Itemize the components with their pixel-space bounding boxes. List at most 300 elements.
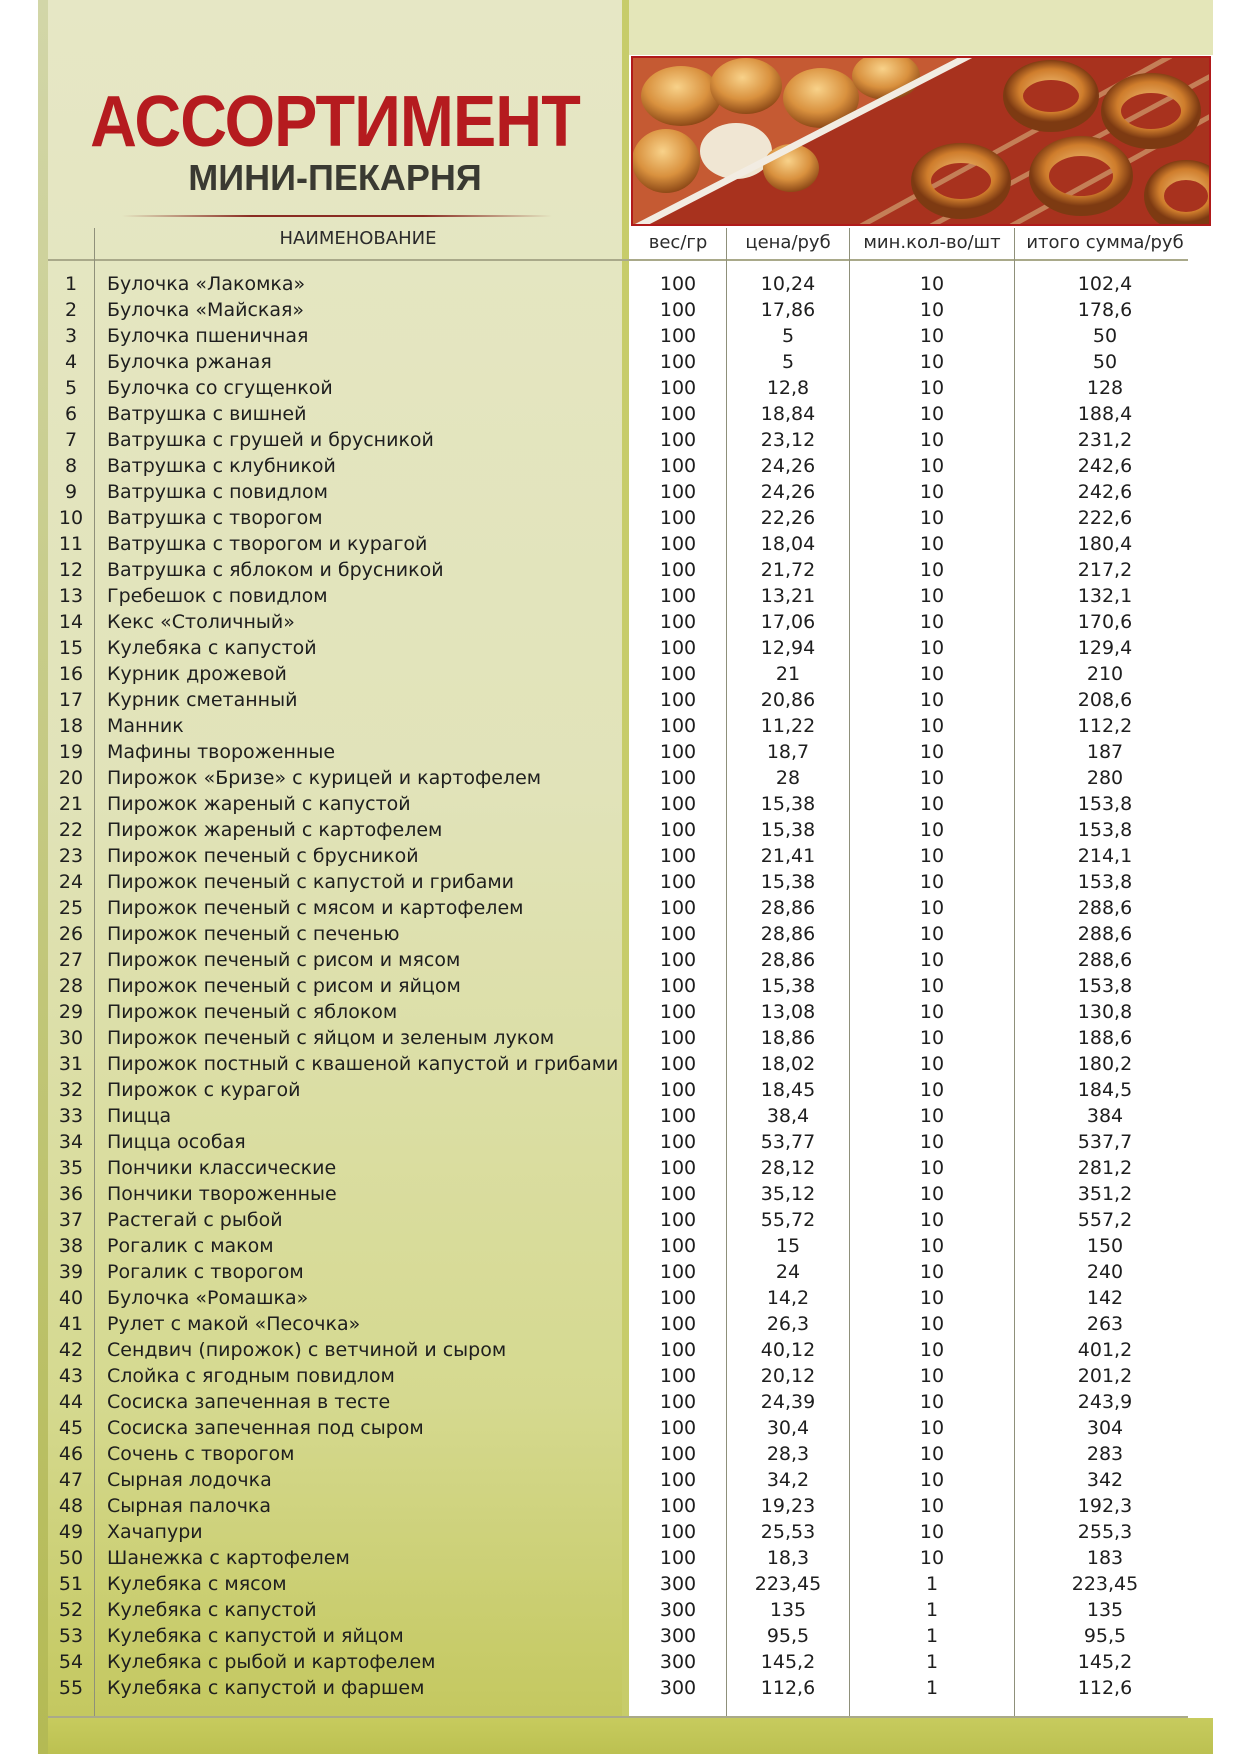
min-qty-cell: 10 [919,1521,945,1543]
row-number: 33 [58,1105,84,1127]
min-qty-cell: 10 [919,1287,945,1309]
product-name: Пирожок «Бризе» с курицей и картофелем [107,767,542,789]
price-cell: 18,04 [760,533,816,555]
price-cell: 34,2 [766,1469,810,1491]
product-name: Сосиска запеченная под сыром [107,1417,424,1439]
min-qty-cell: 1 [925,1573,939,1595]
row-number: 42 [58,1339,84,1361]
table-row [0,635,1240,661]
row-number: 46 [58,1443,84,1465]
price-cell: 11,22 [760,715,816,737]
row-number: 8 [64,455,78,477]
weight-cell: 100 [659,299,697,321]
weight-cell: 100 [659,455,697,477]
total-cell: 187 [1086,741,1124,763]
weight-cell: 100 [659,819,697,841]
table-row [0,1545,1240,1571]
table-row [0,1077,1240,1103]
price-cell: 112,6 [760,1677,816,1699]
total-cell: 537,7 [1077,1131,1133,1153]
min-qty-cell: 10 [919,1053,945,1075]
table-row [0,479,1240,505]
product-name: Пирожок печеный с печенью [107,923,400,945]
min-qty-cell: 10 [919,767,945,789]
weight-cell: 100 [659,1391,697,1413]
table-row [0,1675,1240,1701]
weight-cell: 100 [659,1053,697,1075]
total-cell: 188,6 [1077,1027,1133,1049]
total-cell: 243,9 [1077,1391,1133,1413]
weight-cell: 100 [659,1495,697,1517]
total-cell: 184,5 [1077,1079,1133,1101]
total-cell: 231,2 [1077,429,1133,451]
min-qty-cell: 1 [925,1625,939,1647]
weight-cell: 100 [659,403,697,425]
product-name: Ватрушка с вишней [107,403,307,425]
total-cell: 135 [1086,1599,1124,1621]
total-cell: 210 [1086,663,1124,685]
weight-cell: 100 [659,1365,697,1387]
table-row [0,427,1240,453]
weight-cell: 100 [659,1339,697,1361]
weight-cell: 100 [659,1521,697,1543]
row-number: 27 [58,949,84,971]
row-number: 34 [58,1131,84,1153]
weight-cell: 100 [659,1261,697,1283]
table-row [0,1051,1240,1077]
row-number: 31 [58,1053,84,1075]
table-row [0,1441,1240,1467]
price-cell: 18,84 [760,403,816,425]
price-cell: 12,94 [760,637,816,659]
weight-cell: 100 [659,897,697,919]
price-cell: 18,7 [766,741,810,763]
min-qty-cell: 10 [919,975,945,997]
min-qty-cell: 10 [919,1365,945,1387]
product-name: Булочка со сгущенкой [107,377,333,399]
weight-cell: 100 [659,949,697,971]
min-qty-cell: 10 [919,533,945,555]
total-cell: 153,8 [1077,871,1133,893]
price-cell: 17,06 [760,611,816,633]
product-name: Ватрушка с грушей и брусникой [107,429,434,451]
price-cell: 15,38 [760,975,816,997]
bottom-band [48,1718,1213,1754]
price-cell: 15,38 [760,819,816,841]
weight-cell: 100 [659,325,697,347]
total-cell: 170,6 [1077,611,1133,633]
weight-cell: 100 [659,1443,697,1465]
product-name: Кулебяка с капустой [107,1599,317,1621]
table-row [0,1285,1240,1311]
row-number: 28 [58,975,84,997]
weight-cell: 100 [659,1417,697,1439]
table-row [0,531,1240,557]
total-cell: 102,4 [1077,273,1133,295]
total-cell: 208,6 [1077,689,1133,711]
min-qty-cell: 10 [919,507,945,529]
product-name: Кулебяка с капустой и яйцом [107,1625,404,1647]
total-cell: 304 [1086,1417,1124,1439]
row-number: 52 [58,1599,84,1621]
table-row [0,713,1240,739]
total-cell: 214,1 [1077,845,1133,867]
min-qty-cell: 10 [919,715,945,737]
total-cell: 242,6 [1077,481,1133,503]
min-qty-cell: 10 [919,455,945,477]
min-qty-cell: 10 [919,1339,945,1361]
row-number: 17 [58,689,84,711]
total-cell: 217,2 [1077,559,1133,581]
total-cell: 50 [1092,351,1118,373]
product-name: Пирожок печеный с капустой и грибами [107,871,515,893]
product-name: Пирожок печеный с рисом и мясом [107,949,461,971]
table-row [0,687,1240,713]
price-cell: 35,12 [760,1183,816,1205]
min-qty-cell: 10 [919,351,945,373]
total-cell: 183 [1086,1547,1124,1569]
product-name: Сосиска запеченная в тесте [107,1391,391,1413]
table-row [0,791,1240,817]
min-qty-cell: 10 [919,741,945,763]
product-name: Растегай с рыбой [107,1209,283,1231]
product-name: Пирожок печеный с брусникой [107,845,419,867]
table-row [0,1571,1240,1597]
min-qty-cell: 10 [919,403,945,425]
table-row [0,1103,1240,1129]
min-qty-cell: 10 [919,845,945,867]
total-cell: 188,4 [1077,403,1133,425]
price-cell: 24 [775,1261,801,1283]
total-cell: 95,5 [1083,1625,1127,1647]
price-cell: 15 [775,1235,801,1257]
weight-cell: 100 [659,351,697,373]
row-number: 51 [58,1573,84,1595]
total-cell: 283 [1086,1443,1124,1465]
product-name: Пирожок печеный с рисом и яйцом [107,975,461,997]
product-name: Пирожок жареный с капустой [107,793,411,815]
product-name: Рулет с макой «Песочка» [107,1313,361,1335]
price-cell: 28,86 [760,949,816,971]
table-row [0,1233,1240,1259]
min-qty-cell: 10 [919,429,945,451]
row-number: 32 [58,1079,84,1101]
footer-divider [48,1716,1188,1718]
price-cell: 95,5 [766,1625,810,1647]
min-qty-cell: 10 [919,923,945,945]
price-cell: 19,23 [760,1495,816,1517]
table-row [0,1337,1240,1363]
weight-cell: 100 [659,1313,697,1335]
row-number: 25 [58,897,84,919]
min-qty-cell: 10 [919,1209,945,1231]
table-row [0,401,1240,427]
price-cell: 22,26 [760,507,816,529]
min-qty-cell: 10 [919,1495,945,1517]
total-cell: 50 [1092,325,1118,347]
table-row [0,1493,1240,1519]
min-qty-cell: 10 [919,1131,945,1153]
weight-cell: 100 [659,741,697,763]
product-name: Шанежка с картофелем [107,1547,350,1569]
total-cell: 342 [1086,1469,1124,1491]
min-qty-cell: 10 [919,1443,945,1465]
product-name: Ватрушка с творогом [107,507,323,529]
table-row [0,1363,1240,1389]
total-cell: 288,6 [1077,923,1133,945]
total-cell: 240 [1086,1261,1124,1283]
table-row [0,271,1240,297]
weight-cell: 100 [659,1287,697,1309]
row-number: 21 [58,793,84,815]
total-cell: 132,1 [1077,585,1133,607]
weight-cell: 100 [659,377,697,399]
product-table [0,271,1240,1701]
weight-cell: 100 [659,1235,697,1257]
price-cell: 24,26 [760,481,816,503]
row-number: 6 [64,403,78,425]
product-name: Пончики твороженные [107,1183,337,1205]
weight-cell: 100 [659,1157,697,1179]
min-qty-cell: 10 [919,1391,945,1413]
row-number: 11 [58,533,84,555]
table-row [0,869,1240,895]
weight-cell: 100 [659,429,697,451]
min-qty-cell: 10 [919,273,945,295]
price-cell: 28,3 [766,1443,810,1465]
table-row [0,349,1240,375]
product-name: Пирожок жареный с картофелем [107,819,443,841]
price-cell: 55,72 [760,1209,816,1231]
weight-cell: 100 [659,1547,697,1569]
total-cell: 288,6 [1077,949,1133,971]
title-divider [122,215,552,217]
weight-cell: 300 [659,1599,697,1621]
product-name: Ватрушка с творогом и курагой [107,533,428,555]
min-qty-cell: 10 [919,1157,945,1179]
price-cell: 145,2 [760,1651,816,1673]
min-qty-cell: 10 [919,299,945,321]
total-cell: 112,2 [1077,715,1133,737]
product-name: Пицца [107,1105,172,1127]
table-row [0,453,1240,479]
product-name: Гребешок с повидлом [107,585,328,607]
row-number: 22 [58,819,84,841]
price-cell: 135 [769,1599,807,1621]
column-header-name: НАИМЕНОВАНИЕ [279,228,437,249]
price-cell: 40,12 [760,1339,816,1361]
total-cell: 192,3 [1077,1495,1133,1517]
price-cell: 38,4 [766,1105,810,1127]
weight-cell: 300 [659,1573,697,1595]
total-cell: 112,6 [1077,1677,1133,1699]
row-number: 1 [64,273,78,295]
weight-cell: 100 [659,481,697,503]
total-cell: 150 [1086,1235,1124,1257]
row-number: 5 [64,377,78,399]
min-qty-cell: 10 [919,1235,945,1257]
weight-cell: 100 [659,1001,697,1023]
price-cell: 21,41 [760,845,816,867]
weight-cell: 100 [659,1183,697,1205]
product-name: Рогалик с творогом [107,1261,304,1283]
table-row [0,999,1240,1025]
price-cell: 18,86 [760,1027,816,1049]
row-number: 7 [64,429,78,451]
weight-cell: 100 [659,767,697,789]
row-number: 36 [58,1183,84,1205]
product-name: Хачапури [107,1521,203,1543]
total-cell: 288,6 [1077,897,1133,919]
table-row [0,1259,1240,1285]
row-number: 24 [58,871,84,893]
weight-cell: 100 [659,1209,697,1231]
weight-cell: 100 [659,975,697,997]
total-cell: 351,2 [1077,1183,1133,1205]
row-number: 15 [58,637,84,659]
row-number: 54 [58,1651,84,1673]
table-row [0,1389,1240,1415]
product-name: Пирожок постный с квашеной капустой и грибами [107,1053,619,1075]
total-cell: 142 [1086,1287,1124,1309]
weight-cell: 100 [659,1079,697,1101]
min-qty-cell: 10 [919,637,945,659]
min-qty-cell: 10 [919,1105,945,1127]
table-row [0,1597,1240,1623]
total-cell: 153,8 [1077,793,1133,815]
product-name: Сендвич (пирожок) с ветчиной и сыром [107,1339,507,1361]
min-qty-cell: 10 [919,689,945,711]
pastries-photo [631,56,1211,226]
product-name: Ватрушка с яблоком и брусникой [107,559,444,581]
table-row [0,1311,1240,1337]
price-cell: 13,08 [760,1001,816,1023]
weight-cell: 100 [659,1027,697,1049]
table-row [0,817,1240,843]
row-number: 39 [58,1261,84,1283]
page-subtitle: МИНИ-ПЕКАРНЯ [188,157,482,198]
table-row [0,1155,1240,1181]
price-cell: 18,3 [766,1547,810,1569]
total-cell: 180,2 [1077,1053,1133,1075]
weight-cell: 100 [659,923,697,945]
product-name: Мафины твороженные [107,741,336,763]
price-cell: 30,4 [766,1417,810,1439]
min-qty-cell: 10 [919,819,945,841]
total-cell: 557,2 [1077,1209,1133,1231]
weight-cell: 100 [659,1131,697,1153]
weight-cell: 100 [659,715,697,737]
row-number: 26 [58,923,84,945]
total-cell: 153,8 [1077,819,1133,841]
total-cell: 242,6 [1077,455,1133,477]
product-name: Рогалик с маком [107,1235,274,1257]
price-cell: 28,86 [760,923,816,945]
page-title: АССОРТИМЕНТ [90,82,580,162]
table-row [0,1467,1240,1493]
total-cell: 281,2 [1077,1157,1133,1179]
product-name: Булочка ржаная [107,351,272,373]
row-number: 35 [58,1157,84,1179]
table-row [0,1519,1240,1545]
total-cell: 280 [1086,767,1124,789]
weight-cell: 100 [659,611,697,633]
weight-cell: 100 [659,689,697,711]
table-row [0,505,1240,531]
row-number: 9 [64,481,78,503]
weight-cell: 100 [659,663,697,685]
product-name: Ватрушка с повидлом [107,481,328,503]
total-cell: 128 [1086,377,1124,399]
total-cell: 130,8 [1077,1001,1133,1023]
total-cell: 223,45 [1071,1573,1139,1595]
row-number: 37 [58,1209,84,1231]
min-qty-cell: 10 [919,1183,945,1205]
row-number: 53 [58,1625,84,1647]
min-qty-cell: 10 [919,611,945,633]
table-row [0,765,1240,791]
min-qty-cell: 10 [919,1001,945,1023]
row-number: 16 [58,663,84,685]
min-qty-cell: 1 [925,1677,939,1699]
price-cell: 15,38 [760,793,816,815]
table-row [0,609,1240,635]
table-row [0,947,1240,973]
table-row [0,297,1240,323]
price-cell: 13,21 [760,585,816,607]
top-band [629,0,1213,55]
table-row [0,557,1240,583]
price-cell: 28 [775,767,801,789]
product-name: Пирожок печеный с яйцом и зеленым луком [107,1027,555,1049]
min-qty-cell: 10 [919,871,945,893]
row-number: 14 [58,611,84,633]
min-qty-cell: 10 [919,481,945,503]
table-row [0,843,1240,869]
weight-cell: 100 [659,507,697,529]
min-qty-cell: 10 [919,1027,945,1049]
product-name: Ватрушка с клубникой [107,455,336,477]
product-name: Булочка пшеничная [107,325,309,347]
product-name: Пирожок печеный с мясом и картофелем [107,897,524,919]
row-number: 30 [58,1027,84,1049]
column-header-total: итого сумма/руб [1026,232,1184,253]
price-cell: 17,86 [760,299,816,321]
min-qty-cell: 10 [919,559,945,581]
product-name: Пирожок печеный с яблоком [107,1001,398,1023]
table-row [0,739,1240,765]
price-cell: 53,77 [760,1131,816,1153]
total-cell: 263 [1086,1313,1124,1335]
min-qty-cell: 10 [919,1417,945,1439]
row-number: 4 [64,351,78,373]
price-cell: 5 [781,325,795,347]
total-cell: 201,2 [1077,1365,1133,1387]
price-cell: 21,72 [760,559,816,581]
min-qty-cell: 10 [919,1261,945,1283]
min-qty-cell: 10 [919,949,945,971]
min-qty-cell: 10 [919,1547,945,1569]
row-number: 19 [58,741,84,763]
weight-cell: 100 [659,845,697,867]
product-name: Сырная лодочка [107,1469,272,1491]
total-cell: 222,6 [1077,507,1133,529]
table-row [0,1207,1240,1233]
price-cell: 21 [775,663,801,685]
min-qty-cell: 10 [919,1079,945,1101]
total-cell: 255,3 [1077,1521,1133,1543]
column-header-min-qty: мин.кол-во/шт [863,232,1001,253]
